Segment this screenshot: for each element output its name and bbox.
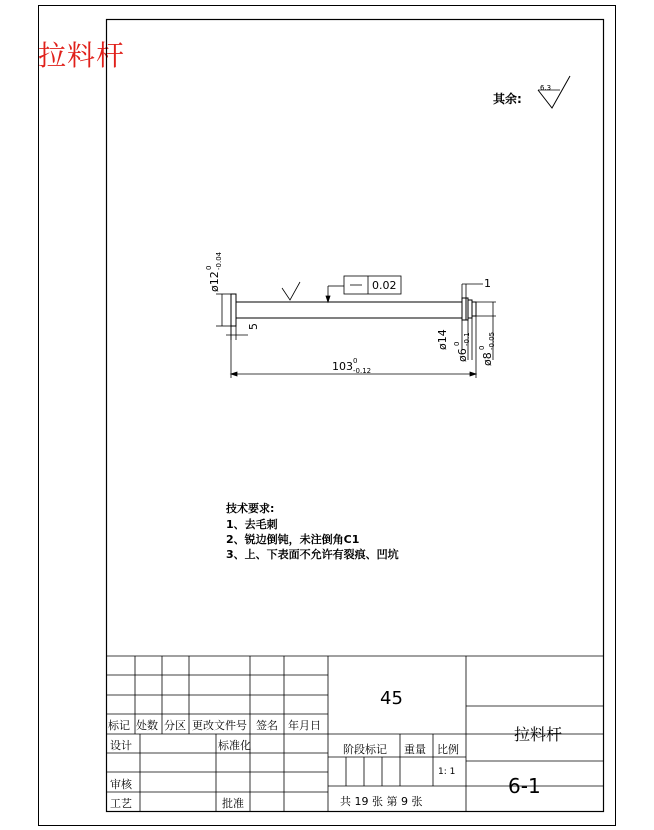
hdr-design: 设计 bbox=[110, 739, 132, 752]
sheet-info: 共 19 张 第 9 张 bbox=[340, 795, 423, 808]
note-item: 3、上、下表面不允许有裂痕、凹坑 bbox=[226, 548, 399, 561]
d14-text: ø14 bbox=[436, 329, 449, 350]
hdr-ratio: 比例 bbox=[437, 743, 459, 756]
scale-value: 1: 1 bbox=[438, 767, 456, 777]
roughness-label: 其余: bbox=[493, 92, 522, 106]
groove-width-text: 1 bbox=[484, 277, 491, 290]
hdr-zone: 分区 bbox=[164, 719, 186, 732]
notes-heading: 技术要求: bbox=[226, 502, 275, 515]
hdr-approve: 批准 bbox=[222, 797, 244, 810]
d6-tol-upper: 0 bbox=[453, 341, 461, 346]
note-item: 1、去毛刺 bbox=[226, 518, 278, 531]
d8-tol-upper: 0 bbox=[478, 345, 486, 350]
length-text: 103 bbox=[332, 360, 353, 373]
d6-tol-lower: -0.1 bbox=[463, 332, 471, 346]
outer-frame bbox=[39, 6, 616, 826]
inner-frame bbox=[107, 20, 604, 812]
shaft-roughness-symbol bbox=[282, 282, 300, 300]
roughness-symbol bbox=[538, 76, 570, 108]
hdr-process: 工艺 bbox=[110, 797, 132, 810]
hdr-weight: 重量 bbox=[404, 743, 426, 756]
head-thick-text: 5 bbox=[247, 323, 260, 330]
d6-text: ø6 bbox=[456, 348, 469, 362]
head-tol-upper: 0 bbox=[205, 265, 213, 270]
dimension-texts bbox=[205, 251, 496, 375]
hdr-standardize: 标准化 bbox=[218, 739, 251, 752]
hdr-stage-mark: 阶段标记 bbox=[343, 743, 387, 756]
hdr-date: 年月日 bbox=[288, 719, 321, 732]
head-dia-text: ø12 bbox=[208, 271, 221, 292]
length-tol-lower: -0.12 bbox=[353, 367, 372, 375]
drawing-title: 拉料杆 bbox=[38, 39, 126, 72]
d8-tol-lower: -0.05 bbox=[488, 331, 496, 350]
note-item: 2、锐边倒钝，未注倒角C1 bbox=[226, 533, 360, 546]
pin-part-view bbox=[231, 294, 476, 326]
hdr-sign: 签名 bbox=[256, 719, 278, 732]
drawing-number: 6-1 bbox=[508, 774, 541, 798]
hdr-check: 审核 bbox=[110, 778, 132, 791]
hdr-mark: 标记 bbox=[108, 719, 130, 732]
flatness-value: 0.02 bbox=[372, 279, 397, 292]
d8-text: ø8 bbox=[481, 352, 494, 366]
part-name: 拉料杆 bbox=[514, 725, 563, 744]
head-tol-lower: -0.04 bbox=[215, 251, 223, 270]
hdr-change-doc: 更改文件号 bbox=[192, 719, 247, 732]
material: 45 bbox=[380, 688, 403, 709]
roughness-value: 6.3 bbox=[540, 84, 552, 92]
length-tol-upper: 0 bbox=[353, 357, 358, 365]
hdr-count: 处数 bbox=[136, 719, 158, 732]
